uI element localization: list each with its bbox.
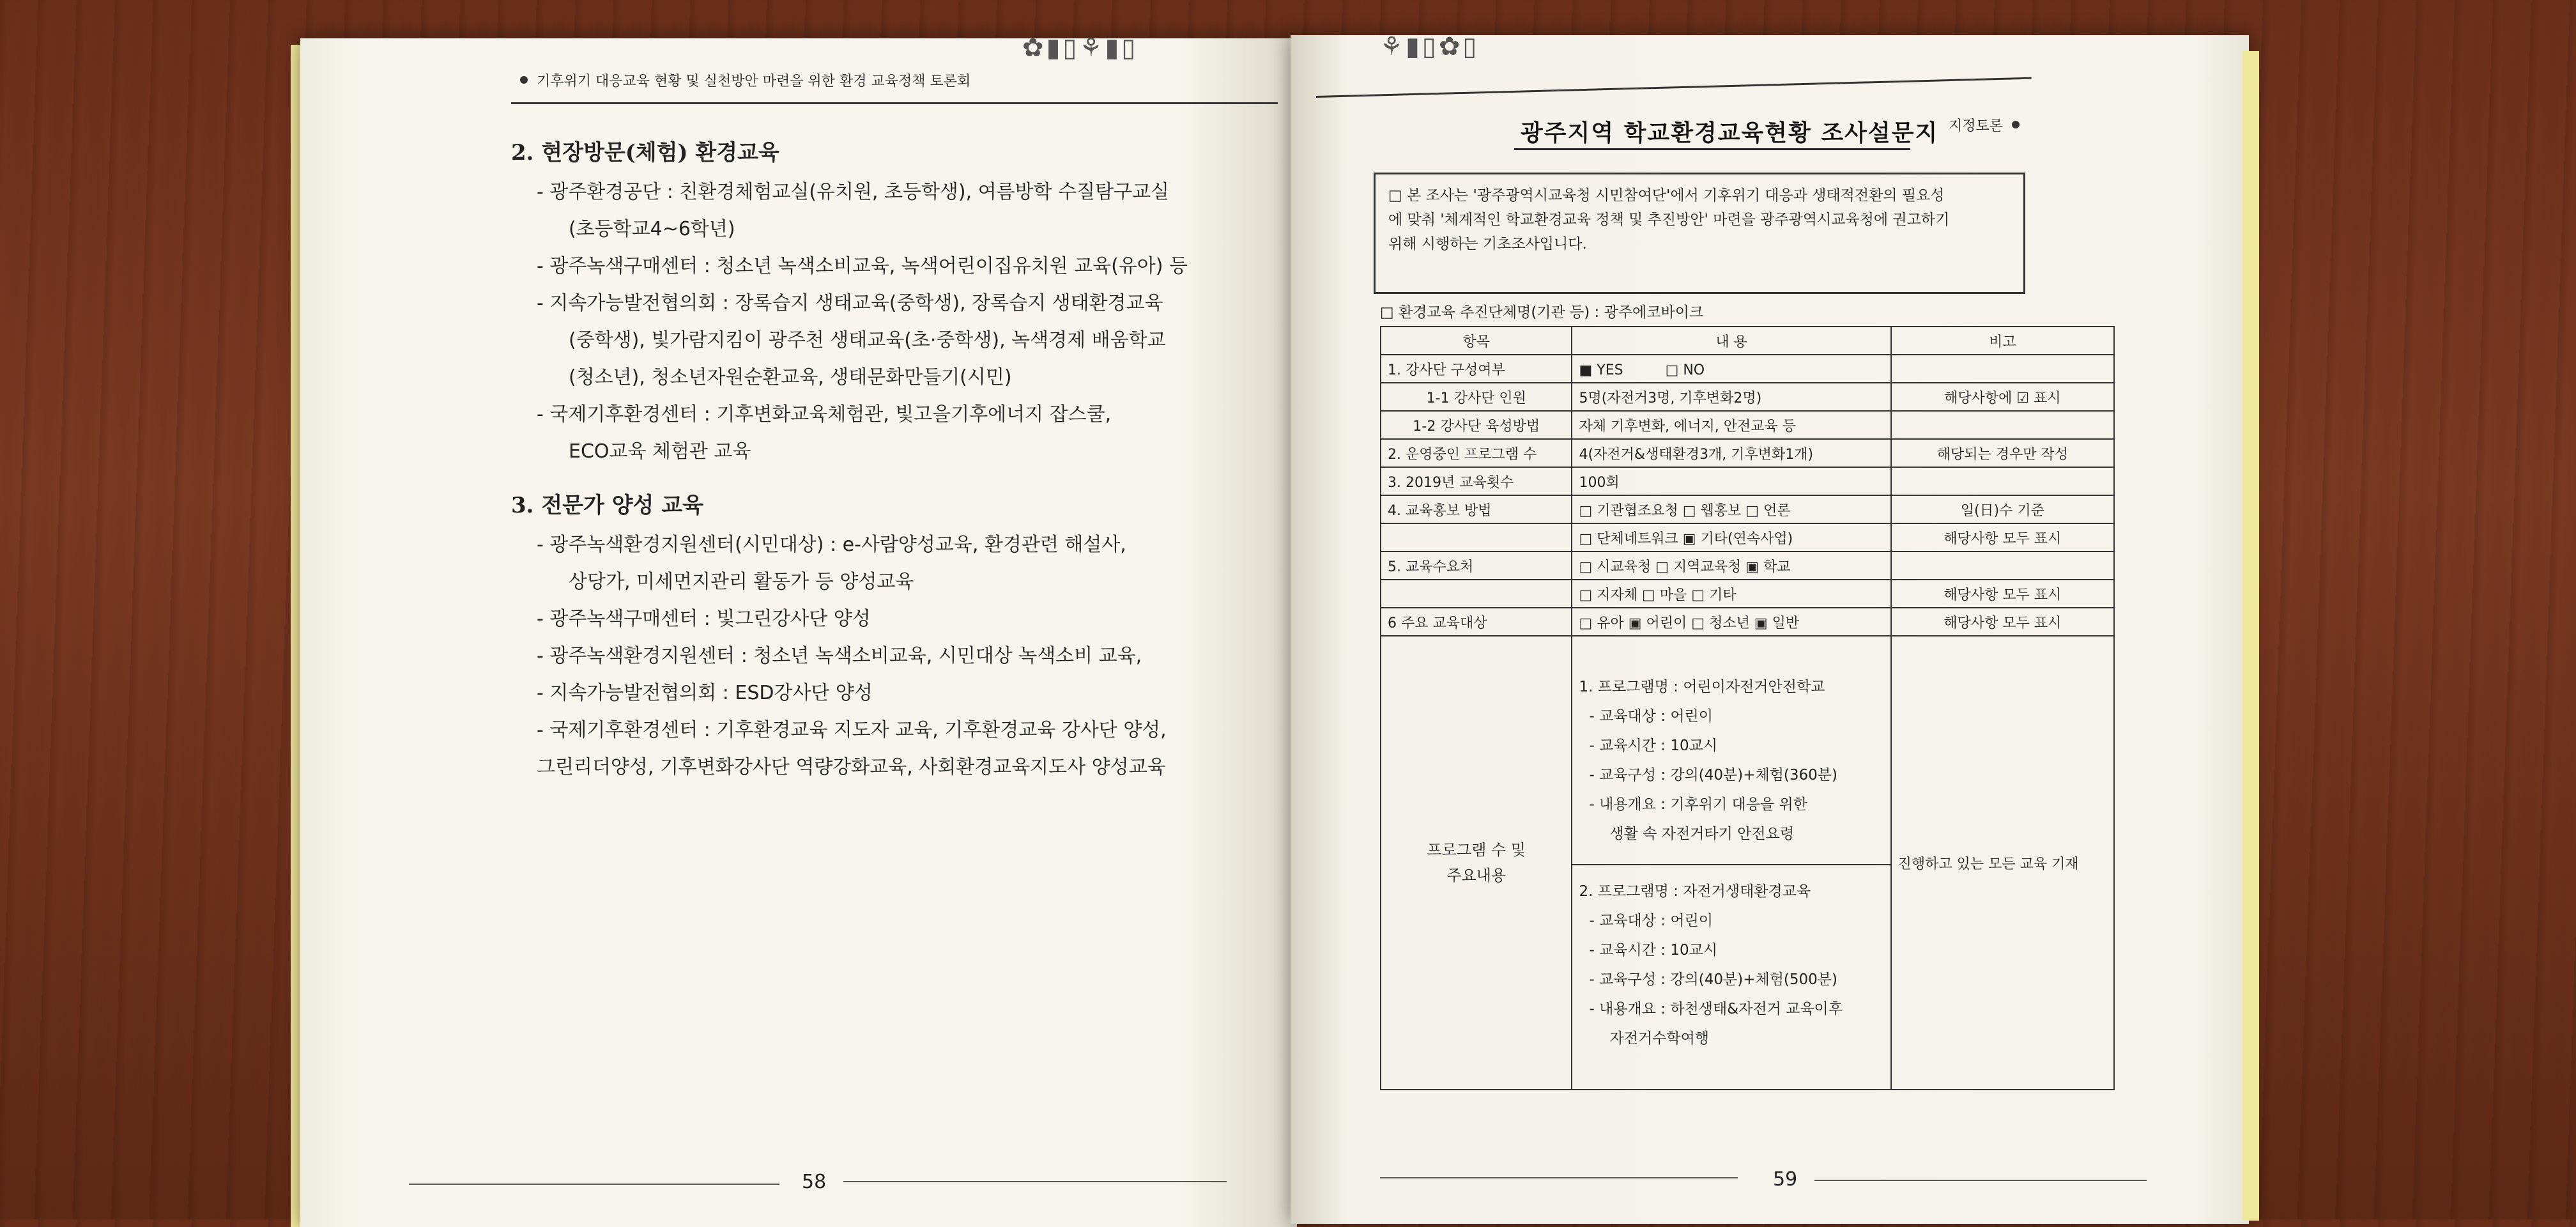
list-item: - 국제기후환경센터 : 기후변화교육체험관, 빛고을기후에너지 잡스쿨,: [537, 403, 1112, 426]
row-content: 100회: [1572, 467, 1890, 495]
intro-line: 에 맞춰 '체계적인 학교환경교육 정책 및 추진방안' 마련을 광주광역시교육청에 권고하기: [1388, 212, 1950, 228]
row-content: 자체 기후변화, 에너지, 안전교육 등: [1572, 411, 1890, 439]
right-header-label: 지정토론: [1949, 118, 2004, 134]
row-note: [1891, 411, 2114, 439]
list-item: (중학생), 빛가람지킴이 광주천 생태교육(초·중학생), 녹색경제 배움학교: [569, 329, 1166, 351]
page-number-rule: [843, 1181, 1227, 1182]
program-line: 2. 프로그램명 : 자전거생태환경교육: [1579, 883, 1811, 900]
table-row: [1381, 467, 2114, 495]
table-row: [1381, 383, 2114, 411]
row-content: □ 시교육청 □ 지역교육청 ▣ 학교: [1572, 552, 1890, 580]
row-content: □ 유아 ▣ 어린이 □ 청소년 ▣ 일반: [1572, 608, 1890, 636]
row-item: [1381, 523, 1572, 552]
city-skyline-icon: ⚘▮▯✿▯: [1380, 32, 1480, 61]
row-content: 5명(자전거3명, 기후변화2명): [1572, 383, 1890, 411]
list-item: - 광주환경공단 : 친환경체험교실(유치원, 초등학생), 여름방학 수질탐구교실: [537, 181, 1170, 203]
program-line: - 내용개요 : 기후위기 대응을 위한: [1589, 796, 1807, 813]
list-item: (청소년), 청소년자원순환교육, 생태문화만들기(시민): [569, 366, 1012, 389]
row-item: 1-1 강사단 인원: [1381, 383, 1572, 411]
program-line: - 내용개요 : 하천생태&자전거 교육이후: [1589, 1001, 1843, 1017]
row-item: 3. 2019년 교육횟수: [1381, 467, 1572, 495]
list-item: - 광주녹색구매센터 : 빛그린강사단 양성: [537, 608, 871, 630]
row-note: [1891, 552, 2114, 580]
header-cell-item: 항목: [1381, 327, 1572, 355]
table-header-row: [1381, 327, 2114, 355]
header-cell-content: 내 용: [1572, 327, 1890, 355]
row-note: 해당사항 모두 표시: [1891, 608, 2114, 636]
section-title: 3. 전문가 양성 교육: [511, 493, 703, 518]
list-item: - 국제기후환경센터 : 기후환경교육 지도자 교육, 기후환경교육 강사단 양성,: [537, 719, 1167, 741]
row-note: [1891, 467, 2114, 495]
program-row: [1381, 636, 2114, 1090]
program-line: - 교육대상 : 어린이: [1589, 708, 1713, 725]
row-note: 일(日)수 기준: [1891, 495, 2114, 523]
table-row: [1381, 552, 2114, 580]
row-item: 2. 운영중인 프로그램 수: [1381, 439, 1572, 467]
left-page-body: [511, 128, 1227, 786]
row-item: 1-2 강사단 육성방법: [1381, 411, 1572, 439]
left-header-line: [511, 102, 1278, 104]
row-item: 1. 강사단 구성여부: [1381, 355, 1572, 383]
left-header: [511, 58, 970, 102]
row-item: 5. 교육수요처: [1381, 552, 1572, 580]
row-note: 해당되는 경우만 작성: [1891, 439, 2114, 467]
table-row: [1381, 580, 2114, 608]
left-header-title: 기후위기 대응교육 현황 및 실천방안 마련을 위한 환경 교육정책 토론회: [537, 73, 971, 89]
bullet-dot-icon: [2012, 121, 2020, 128]
program-label: 프로그램 수 및: [1427, 841, 1526, 859]
program-line: - 교육시간 : 10교시: [1589, 737, 1718, 754]
city-skyline-icon: ✿▮▯⚘▮▯: [1022, 33, 1138, 63]
intro-line: 위해 시행하는 기초조사입니다.: [1388, 236, 1587, 252]
row-content: 4(자전거&생태환경3개, 기후변화1개): [1572, 439, 1890, 467]
row-item: 4. 교육홍보 방법: [1381, 495, 1572, 523]
list-item: (초등학교4~6학년): [569, 218, 735, 240]
program-divider: [1572, 864, 1890, 865]
program-note-cell: 진행하고 있는 모든 교육 기재: [1891, 636, 2114, 1090]
table-row: [1381, 495, 2114, 523]
survey-title: 광주지역 학교환경교육현황 조사설문지: [1521, 120, 1939, 146]
list-item: 그린리더양성, 기후변화강사단 역량강화교육, 사회환경교육지도사 양성교육: [537, 756, 1166, 778]
program-line: - 교육구성 : 강의(40분)+체험(500분): [1589, 971, 1837, 988]
list-item: - 지속가능발전협의회 : 장록습지 생태교육(중학생), 장록습지 생태환경교육: [537, 292, 1163, 314]
section-title: 2. 현장방문(체험) 환경교육: [511, 140, 779, 166]
program-line: 자전거수학여행: [1609, 1030, 1710, 1047]
header-cell-note: 비고: [1891, 327, 2114, 355]
program-line: 1. 프로그램명 : 어린이자전거안전학교: [1579, 679, 1825, 695]
page-number-rule: [1814, 1180, 2147, 1181]
row-content: □ 지자체 □ 마을 □ 기타: [1572, 580, 1890, 608]
intro-line: □ 본 조사는 '광주광역시교육청 시민참여단'에서 기후위기 대응과 생태적전환의 필요성: [1388, 187, 1945, 204]
row-note: 해당사항 모두 표시: [1891, 523, 2114, 552]
row-item: 6 주요 교육대상: [1381, 608, 1572, 636]
program-label-cell: [1381, 636, 1572, 1090]
program-label: 주요내용: [1446, 867, 1506, 884]
row-content: □ 단체네트워크 ▣ 기타(연속사업): [1572, 523, 1890, 552]
page-number: 59: [1773, 1168, 1798, 1191]
right-page-edge: [2242, 51, 2259, 1221]
row-note: 해당사항에 ☑ 표시: [1891, 383, 2114, 411]
row-note: [1891, 355, 2114, 383]
list-item: - 지속가능발전협의회 : ESD강사단 양성: [537, 682, 873, 704]
row-content: □ 기관협조요청 □ 웹홍보 □ 언론: [1572, 495, 1890, 523]
table-row: [1381, 411, 2114, 439]
page-number-rule: [1380, 1177, 1738, 1178]
program-line: - 교육대상 : 어린이: [1589, 913, 1713, 929]
table-row: [1381, 355, 2114, 383]
program-line: - 교육시간 : 10교시: [1589, 942, 1718, 959]
row-content: ■ YES □ NO: [1572, 355, 1890, 383]
row-item: [1381, 580, 1572, 608]
survey-table: [1380, 326, 2115, 1090]
list-item: - 광주녹색환경지원센터(시민대상) : e-사람양성교육, 환경관련 해설사,: [537, 534, 1126, 556]
table-row: [1381, 608, 2114, 636]
page-number: 58: [802, 1171, 827, 1193]
table-row: [1381, 523, 2114, 552]
program-line: 생활 속 자전거타기 안전요령: [1609, 826, 1795, 842]
right-header: [1949, 102, 2028, 147]
list-item: ECO교육 체험관 교육: [569, 440, 751, 463]
list-item: 상당가, 미세먼지관리 활동가 등 양성교육: [569, 571, 914, 593]
row-note: 해당사항 모두 표시: [1891, 580, 2114, 608]
title-underline: [1514, 148, 1910, 150]
list-item: - 광주녹색환경지원센터 : 청소년 녹색소비교육, 시민대상 녹색소비 교육,: [537, 645, 1142, 667]
program-content-cell: [1572, 636, 1890, 1090]
bullet-dot-icon: [520, 76, 528, 84]
organization-note: □ 환경교육 추진단체명(기관 등) : 광주에코바이크: [1380, 304, 1704, 321]
list-item: - 광주녹색구매센터 : 청소년 녹색소비교육, 녹색어린이집유치원 교육(유아) 등: [537, 255, 1188, 277]
table-row: [1381, 439, 2114, 467]
page-number-rule: [409, 1184, 779, 1185]
program-line: - 교육구성 : 강의(40분)+체험(360분): [1589, 767, 1837, 783]
intro-box: [1374, 173, 2025, 294]
